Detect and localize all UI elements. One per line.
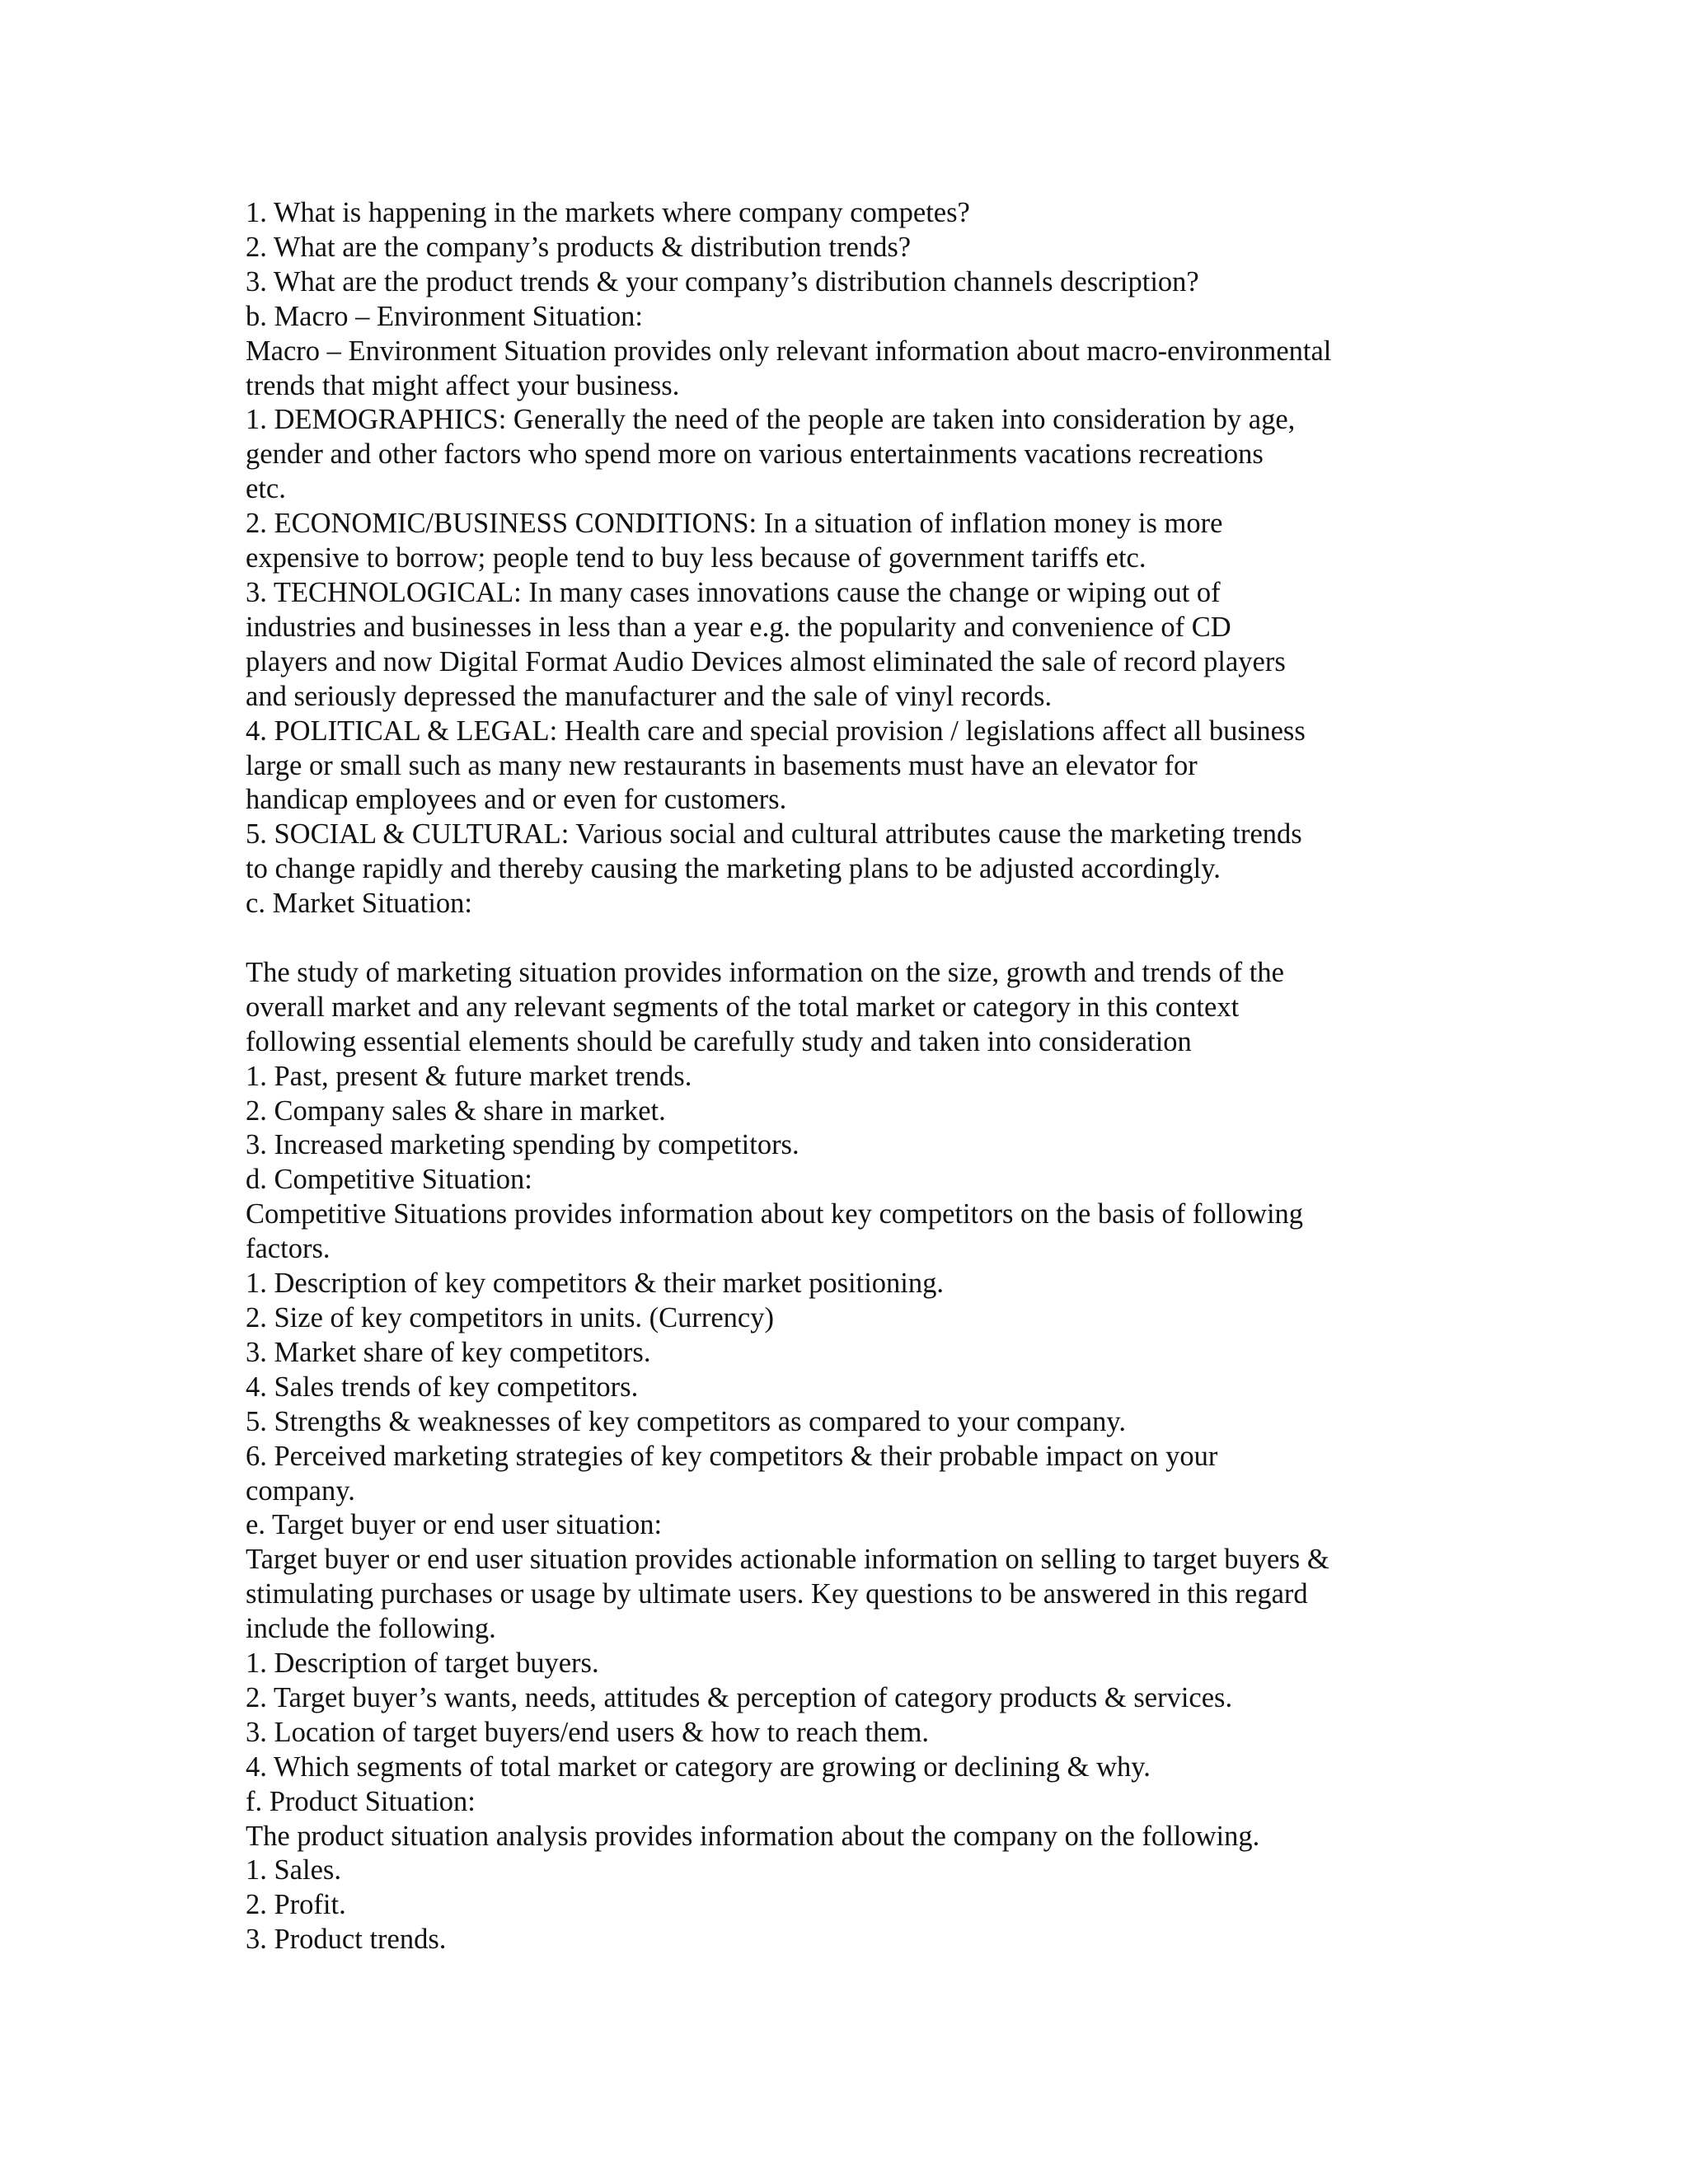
text-line: and seriously depressed the manufacturer and the sale of vinyl records. [246, 680, 1053, 712]
text-line: e. Target buyer or end user situation: [246, 1509, 663, 1541]
text-line: players and now Digital Format Audio Devices almost eliminated the sale of record players [246, 645, 1286, 677]
text-line: Macro – Environment Situation provides only relevant information about macro-environmental [246, 335, 1332, 367]
text-line: 3. Market share of key competitors. [246, 1336, 651, 1368]
text-line: 4. POLITICAL & LEGAL: Health care and special provision / legislations affect all business [246, 715, 1306, 747]
text-line: c. Market Situation: [246, 888, 472, 920]
text-line: industries and businesses in less than a year e.g. the popularity and convenience of CD [246, 611, 1231, 643]
text-line: 1. Description of target buyers. [246, 1647, 599, 1680]
text-line: 2. Target buyer’s wants, needs, attitudes & perception of category products & services. [246, 1681, 1233, 1713]
text-line: 2. Profit. [246, 1889, 346, 1921]
text-line: 2. What are the company’s products & distribution trends? [246, 231, 912, 263]
text-line: The product situation analysis provides information about the company on the following. [246, 1820, 1260, 1852]
text-line: 5. Strengths & weaknesses of key competitors as compared to your company. [246, 1405, 1126, 1437]
text-line: stimulating purchases or usage by ultimate users. Key questions to be answered in this regard [246, 1578, 1308, 1610]
text-line: The study of marketing situation provides information on the size, growth and trends of the [246, 956, 1284, 988]
text-line: company. [246, 1474, 355, 1507]
text-line: 2. ECONOMIC/BUSINESS CONDITIONS: In a situation of inflation money is more [246, 508, 1223, 540]
text-line: b. Macro – Environment Situation: [246, 300, 643, 332]
text-line: gender and other factors who spend more on various entertainments vacations recreations [246, 438, 1264, 471]
text-line: 6. Perceived marketing strategies of key competitors & their probable impact on your [246, 1440, 1218, 1472]
text-line: 3. Location of target buyers/end users & how to reach them. [246, 1716, 930, 1748]
text-line: 2. Company sales & share in market. [246, 1094, 666, 1127]
text-line: 1. What is happening in the markets where company competes? [246, 197, 970, 228]
text-line: factors. [246, 1233, 331, 1265]
document-page [246, 196, 1449, 1957]
text-line: expensive to borrow; people tend to buy less because of government tariffs etc. [246, 542, 1146, 574]
text-line: large or small such as many new restaurants in basements must have an elevator for [246, 749, 1198, 781]
text-line: 3. Increased marketing spending by competitors. [246, 1129, 799, 1161]
text-line: 1. Description of key competitors & their market positioning. [246, 1268, 945, 1300]
text-line: 3. TECHNOLOGICAL: In many cases innovations cause the change or wiping out of [246, 576, 1221, 608]
text-line: f. Product Situation: [246, 1785, 476, 1817]
text-line: handicap employees and or even for customers. [246, 784, 787, 816]
text-line: 1. DEMOGRAPHICS: Generally the need of the people are taken into consideration by age, [246, 404, 1296, 436]
document-body [246, 196, 1449, 1957]
text-line: include the following. [246, 1613, 496, 1645]
text-line: etc. [246, 473, 286, 505]
text-line: trends that might affect your business. [246, 369, 680, 401]
text-line: following essential elements should be carefully study and taken into consideration [246, 1025, 1192, 1057]
text-line: 1. Sales. [246, 1854, 341, 1886]
text-line: overall market and any relevant segments of the total market or category in this context [246, 991, 1240, 1023]
text-line: Target buyer or end user situation provides actionable information on selling to target buyers & [246, 1544, 1329, 1576]
text-line: 2. Size of key competitors in units. (Currency) [246, 1301, 774, 1333]
text-line: 3. Product trends. [246, 1924, 447, 1956]
text-line: 3. What are the product trends & your company’s distribution channels description? [246, 265, 1199, 298]
text-line: d. Competitive Situation: [246, 1164, 532, 1196]
text-line: 4. Which segments of total market or category are growing or declining & why. [246, 1750, 1151, 1783]
text-line: to change rapidly and thereby causing the marketing plans to be adjusted accordingly. [246, 853, 1221, 885]
text-line: 5. SOCIAL & CULTURAL: Various social and cultural attributes cause the marketing trends [246, 818, 1302, 851]
text-line: Competitive Situations provides information about key competitors on the basis of following [246, 1198, 1304, 1230]
blank-line [246, 921, 1449, 956]
text-line: 1. Past, present & future market trends. [246, 1060, 692, 1092]
text-line: 4. Sales trends of key competitors. [246, 1371, 639, 1403]
